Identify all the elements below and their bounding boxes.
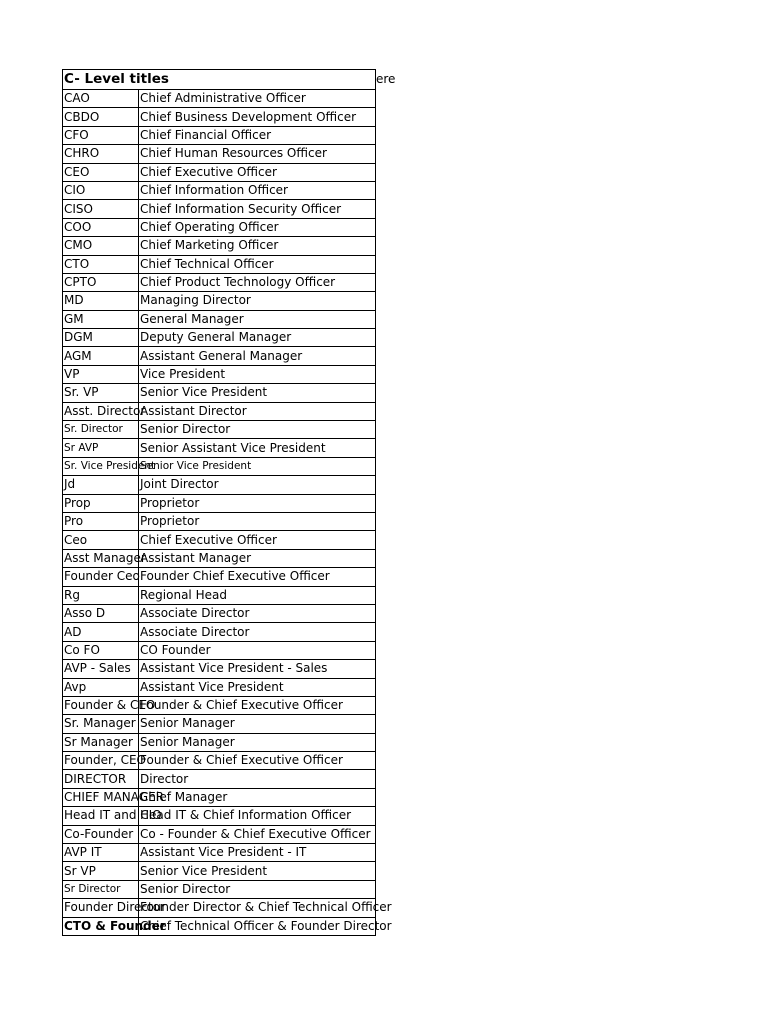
table-row <box>63 126 376 144</box>
table-row <box>63 862 376 880</box>
abbreviation-cell[interactable]: Avp <box>63 678 139 696</box>
table-row <box>63 310 376 328</box>
table-row <box>63 586 376 604</box>
abbreviation-cell[interactable]: DGM <box>63 329 139 347</box>
full-title-cell[interactable]: Assistant Vice President - IT <box>139 844 376 862</box>
full-title-cell[interactable]: Head IT & Chief Information Officer <box>139 807 376 825</box>
abbreviation-cell[interactable]: Co FO <box>63 641 139 659</box>
full-title-cell[interactable]: Senior Assistant Vice President <box>139 439 376 457</box>
abbreviation-cell[interactable]: CTO <box>63 255 139 273</box>
full-title-cell[interactable]: Assistant Vice President <box>139 678 376 696</box>
table-row <box>63 90 376 108</box>
full-title-cell[interactable]: Chief Information Officer <box>139 181 376 199</box>
table-title-row <box>63 70 376 90</box>
full-title-cell[interactable]: Regional Head <box>139 586 376 604</box>
table-row <box>63 531 376 549</box>
abbreviation-cell[interactable]: Co-Founder <box>63 825 139 843</box>
full-title-cell[interactable]: Chief Marketing Officer <box>139 237 376 255</box>
full-title-cell[interactable]: Chief Technical Officer & Founder Director <box>139 917 376 935</box>
full-title-cell[interactable]: Founder Chief Executive Officer <box>139 568 376 586</box>
abbreviation-cell[interactable]: Rg <box>63 586 139 604</box>
table-row <box>63 255 376 273</box>
abbreviation-cell[interactable]: GM <box>63 310 139 328</box>
table-row <box>63 218 376 236</box>
abbreviation-cell[interactable]: Sr Manager <box>63 733 139 751</box>
full-title-cell[interactable]: CO Founder <box>139 641 376 659</box>
full-title-cell[interactable]: Vice President <box>139 365 376 383</box>
full-title-cell[interactable]: Associate Director <box>139 623 376 641</box>
full-title-cell[interactable]: Chief Technical Officer <box>139 255 376 273</box>
full-title-cell[interactable]: Chief Executive Officer <box>139 163 376 181</box>
full-title-cell[interactable]: Associate Director <box>139 604 376 622</box>
table-row <box>63 641 376 659</box>
table-row <box>63 292 376 310</box>
table-row <box>63 696 376 714</box>
table-row <box>63 329 376 347</box>
full-title-cell[interactable]: Director <box>139 770 376 788</box>
abbreviation-cell[interactable]: Founder Director <box>63 899 139 917</box>
full-title-cell[interactable]: Chief Human Resources Officer <box>139 145 376 163</box>
table-row <box>63 237 376 255</box>
table-title[interactable]: C- Level titles <box>63 70 376 90</box>
abbreviation-cell[interactable]: COO <box>63 218 139 236</box>
abbreviation-cell[interactable]: Asso D <box>63 604 139 622</box>
full-title-cell[interactable]: Deputy General Manager <box>139 329 376 347</box>
abbreviation-cell[interactable]: Asst Manager <box>63 549 139 567</box>
table-row <box>63 421 376 439</box>
full-title-cell[interactable]: Senior Vice President <box>139 457 376 475</box>
abbreviation-cell[interactable]: DIRECTOR <box>63 770 139 788</box>
abbreviation-cell[interactable]: Sr. Director <box>63 421 139 439</box>
full-title-cell[interactable]: Senior Manager <box>139 715 376 733</box>
abbreviation-cell[interactable]: Asst. Director <box>63 402 139 420</box>
full-title-cell[interactable]: Founder Director & Chief Technical Officer <box>139 899 376 917</box>
abbreviation-cell[interactable]: VP <box>63 365 139 383</box>
table-row <box>63 365 376 383</box>
table-row <box>63 752 376 770</box>
abbreviation-cell[interactable]: CHRO <box>63 145 139 163</box>
full-title-cell[interactable]: Assistant Vice President - Sales <box>139 660 376 678</box>
table-row <box>63 715 376 733</box>
abbreviation-cell[interactable]: Prop <box>63 494 139 512</box>
table-row <box>63 347 376 365</box>
full-title-cell[interactable]: Founder & Chief Executive Officer <box>139 696 376 714</box>
abbreviation-cell[interactable]: Jd <box>63 476 139 494</box>
full-title-cell[interactable]: Joint Director <box>139 476 376 494</box>
abbreviation-cell[interactable]: Pro <box>63 512 139 530</box>
overflow-cell-text: ere <box>376 72 396 86</box>
abbreviation-cell[interactable]: AVP IT <box>63 844 139 862</box>
full-title-cell[interactable]: Assistant General Manager <box>139 347 376 365</box>
table-row <box>63 549 376 567</box>
abbreviation-cell[interactable]: Founder, CEO <box>63 752 139 770</box>
table-row <box>63 181 376 199</box>
table-row <box>63 457 376 475</box>
full-title-cell[interactable]: Senior Director <box>139 421 376 439</box>
table-row <box>63 384 376 402</box>
full-title-cell[interactable]: Proprietor <box>139 512 376 530</box>
table-row <box>63 899 376 917</box>
full-title-cell[interactable]: Chief Product Technology Officer <box>139 273 376 291</box>
full-title-cell[interactable]: Chief Administrative Officer <box>139 90 376 108</box>
full-title-cell[interactable]: Assistant Director <box>139 402 376 420</box>
table-row <box>63 880 376 898</box>
full-title-cell[interactable]: Chief Business Development Officer <box>139 108 376 126</box>
table-row <box>63 733 376 751</box>
abbreviation-cell[interactable]: Sr Director <box>63 880 139 898</box>
full-title-cell[interactable]: Senior Vice President <box>139 862 376 880</box>
full-title-cell[interactable]: Chief Operating Officer <box>139 218 376 236</box>
table-row <box>63 439 376 457</box>
full-title-cell[interactable]: Chief Information Security Officer <box>139 200 376 218</box>
table-row <box>63 200 376 218</box>
abbreviation-cell[interactable]: CHIEF MANAGER <box>63 788 139 806</box>
full-title-cell[interactable]: Founder & Chief Executive Officer <box>139 752 376 770</box>
full-title-cell[interactable]: Co - Founder & Chief Executive Officer <box>139 825 376 843</box>
abbreviation-cell[interactable]: MD <box>63 292 139 310</box>
table-row <box>63 476 376 494</box>
abbreviation-cell[interactable]: Head IT and CIO <box>63 807 139 825</box>
table-row <box>63 660 376 678</box>
table-row <box>63 788 376 806</box>
abbreviation-cell[interactable]: Sr. Manager <box>63 715 139 733</box>
table-row <box>63 844 376 862</box>
full-title-cell[interactable]: Senior Director <box>139 880 376 898</box>
table-row <box>63 402 376 420</box>
full-title-cell[interactable]: Chief Financial Officer <box>139 126 376 144</box>
full-title-cell[interactable]: Assistant Manager <box>139 549 376 567</box>
abbreviation-cell[interactable]: CAO <box>63 90 139 108</box>
abbreviation-cell[interactable]: CISO <box>63 200 139 218</box>
table-row <box>63 108 376 126</box>
abbreviation-cell[interactable]: CPTO <box>63 273 139 291</box>
table-row <box>63 770 376 788</box>
abbreviation-cell[interactable]: Ceo <box>63 531 139 549</box>
table-row <box>63 568 376 586</box>
abbreviation-cell[interactable]: Sr AVP <box>63 439 139 457</box>
abbreviation-cell[interactable]: CMO <box>63 237 139 255</box>
abbreviation-cell[interactable]: AD <box>63 623 139 641</box>
table-row <box>63 807 376 825</box>
table-row <box>63 494 376 512</box>
table-row <box>63 604 376 622</box>
abbreviation-cell[interactable]: CFO <box>63 126 139 144</box>
abbreviation-cell[interactable]: Founder & CEO <box>63 696 139 714</box>
abbreviation-cell[interactable]: AVP - Sales <box>63 660 139 678</box>
full-title-cell[interactable]: Senior Vice President <box>139 384 376 402</box>
table-row <box>63 678 376 696</box>
full-title-cell[interactable]: Proprietor <box>139 494 376 512</box>
abbreviation-cell[interactable]: Sr. VP <box>63 384 139 402</box>
abbreviation-cell[interactable]: CIO <box>63 181 139 199</box>
full-title-cell[interactable]: General Manager <box>139 310 376 328</box>
table-row <box>63 623 376 641</box>
abbreviation-cell[interactable]: CTO & Founder <box>63 917 139 935</box>
abbreviation-cell[interactable]: Sr VP <box>63 862 139 880</box>
table-row <box>63 825 376 843</box>
full-title-cell[interactable]: Managing Director <box>139 292 376 310</box>
table-row <box>63 917 376 935</box>
abbreviation-cell[interactable]: Sr. Vice President <box>63 457 139 475</box>
full-title-cell[interactable]: Chief Manager <box>139 788 376 806</box>
abbreviation-cell[interactable]: Founder Ceo <box>63 568 139 586</box>
table-row <box>63 163 376 181</box>
table-body <box>63 90 392 936</box>
abbreviation-cell[interactable]: CBDO <box>63 108 139 126</box>
table-row <box>63 273 376 291</box>
full-title-cell[interactable]: Senior Manager <box>139 733 376 751</box>
table-row <box>63 145 376 163</box>
full-title-cell[interactable]: Chief Executive Officer <box>139 531 376 549</box>
abbreviation-cell[interactable]: AGM <box>63 347 139 365</box>
table-row <box>63 512 376 530</box>
abbreviation-cell[interactable]: CEO <box>63 163 139 181</box>
